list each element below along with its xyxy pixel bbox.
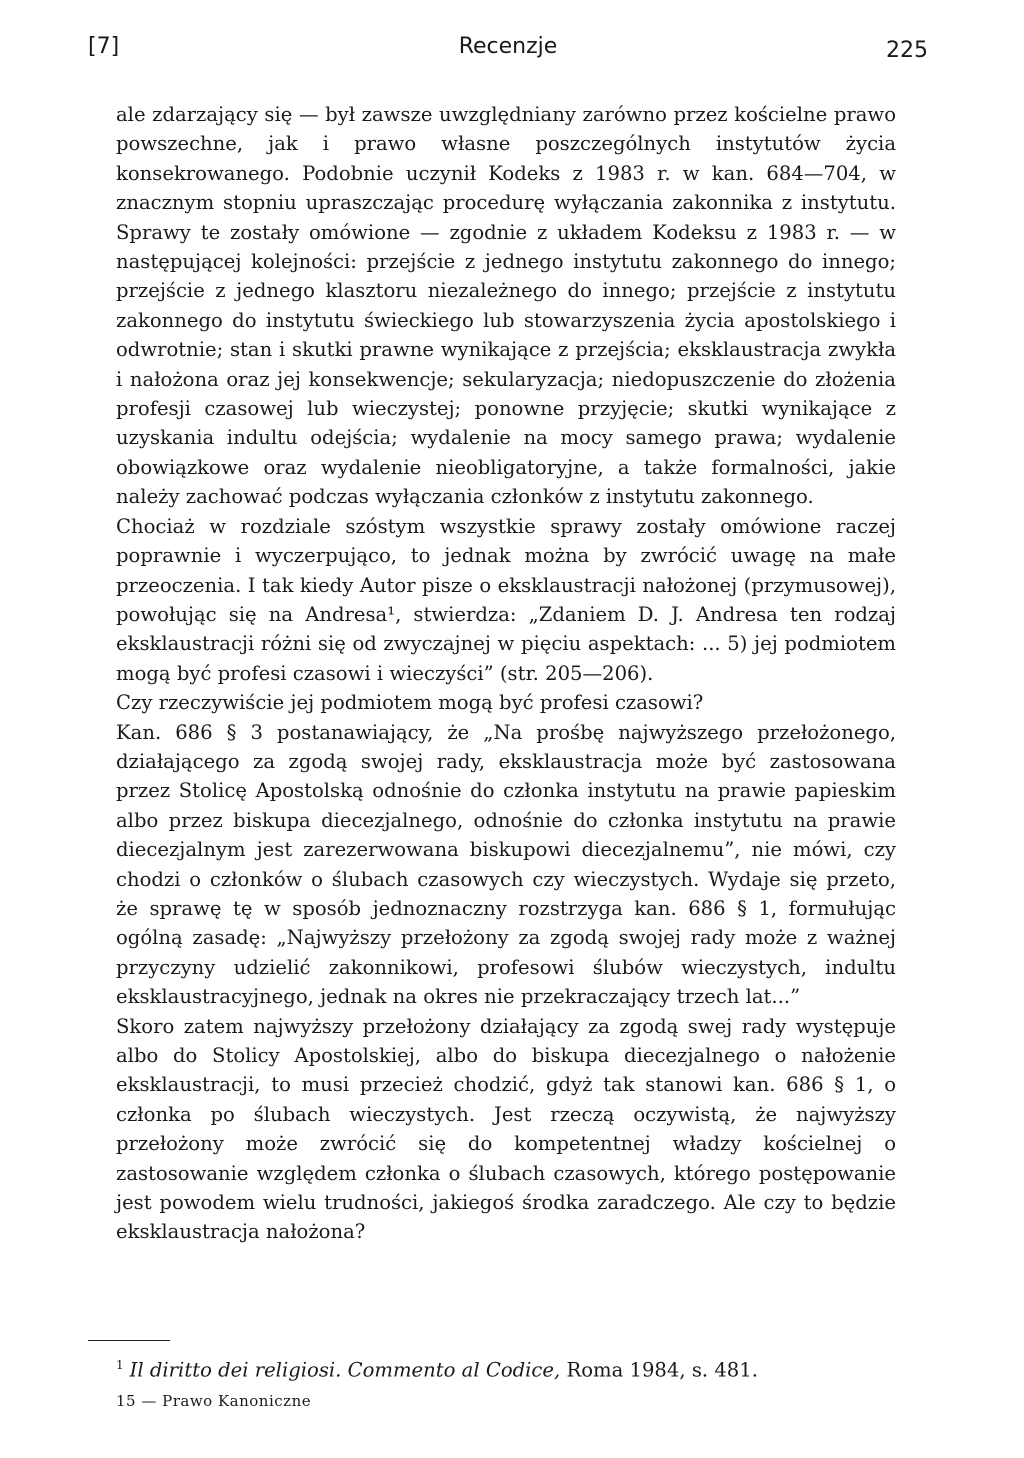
main-text bbox=[116, 100, 896, 1247]
signature-mark: 15 — Prawo Kanoniczne bbox=[116, 1392, 312, 1410]
footnote-number: 1 bbox=[116, 1358, 124, 1372]
footnote-details: Roma 1984, s. 481. bbox=[560, 1358, 758, 1382]
paragraph-4: Kan. 686 § 3 postanawiający, że „Na prośbę najwyższego przełożonego, działającego za zgodą swojej rady, eksklaustracja może być zastosowana przez Stolicę Apostolską odnośnie do członka instytutu na prawie papieskim albo przez biskupa diecezjalnego, odnośnie do członka instytutu na prawie diecezjalnym jest zarezerwowana biskupowi diecezjalnemu”, nie mówi, czy chodzi o członków o ślubach czasowych czy wieczystych. Wydaje się przeto, że sprawę tę w sposób jednoznaczny rozstrzyga kan. 686 § 1, formułując ogólną zasadę: „Najwyższy przełożony za zgodą swojej rady może z ważnej przyczyny udzielić zakonnikowi, profesowi ślubów wieczystych, indultu eksklaustracyjnego, jednak na okres nie przekraczający trzech lat...” bbox=[116, 720, 896, 1009]
page-number: 225 bbox=[886, 38, 928, 63]
paragraph-3: Czy rzeczywiście jej podmiotem mogą być profesi czasowi? bbox=[116, 691, 704, 715]
section-title: Recenzje bbox=[458, 34, 558, 59]
paragraph-5: Skoro zatem najwyższy przełożony działający za zgodą swej rady występuje albo do Stolicy Apostolskiej, albo do biskupa diecezjalnego o nałożenie eksklaustracji, to musi przecież chodzić, gdyż tak stanowi kan. 686 § 1, o członka po ślubach wieczystych. Jest rzeczą oczywistą, że najwyższy przełożony może zwrócić się do kompetentnej władzy kościelnej o zastosowanie względem członka o ślubach czasowych, którego postępowanie jest powodem wielu trudności, jakiegoś środka zaradczego. Ale czy to będzie eksklaustracja nałożona? bbox=[116, 1014, 896, 1244]
footnote-separator bbox=[88, 1340, 170, 1341]
section-number: [7] bbox=[88, 34, 120, 59]
running-header bbox=[88, 34, 928, 74]
footnote-title: Il diritto dei religiosi. Commento al Codice, bbox=[129, 1358, 561, 1382]
paragraph-1: ale zdarzający się — był zawsze uwzględniany zarówno przez kościelne prawo powszechne, jak i prawo własne poszczególnych instytutów życia konsekrowanego. Podobnie uczynił Kodeks z 1983 r. w kan. 684—704, w znacznym stopniu upraszczając procedurę wyłączania zakonnika z instytutu. Sprawy te zostały omówione — zgodnie z układem Kodeksu z 1983 r. — w następującej kolejności: przejście z jednego instytutu zakonnego do innego; przejście z jednego klasztoru niezależnego do innego; przejście z instytutu zakonnego do instytutu świeckiego lub stowarzyszenia życia apostolskiego i odwrotnie; stan i skutki prawne wynikające z przejścia; eksklaustracja zwykła i nałożona oraz jej konsekwencje; sekularyzacja; niedopuszczenie do złożenia profesji czasowej lub wieczystej; ponowne przyjęcie; skutki wynikające z uzyskania indultu odejścia; wydalenie na mocy samego prawa; wydalenie obowiązkowe oraz wydalenie nieobligatoryjne, a także formalności, jakie należy zachować podczas wyłączania członków z instytutu zakonnego. bbox=[116, 103, 896, 509]
paragraph-2: Chociaż w rozdziale szóstym wszystkie sprawy zostały omówione raczej poprawnie i wyczerpująco, to jednak można by zwrócić uwagę na małe przeoczenia. I tak kiedy Autor pisze o eksklaustracji nałożonej (przymusowej), powołując się na Andresa¹, stwierdza: „Zdaniem D. J. Andresa ten rodzaj eksklaustracji różni się od zwyczajnej w pięciu aspektach: ... 5) jej podmiotem mogą być profesi czasowi i wieczyści” (str. 205—206). bbox=[116, 514, 896, 685]
footnote bbox=[116, 1352, 896, 1384]
